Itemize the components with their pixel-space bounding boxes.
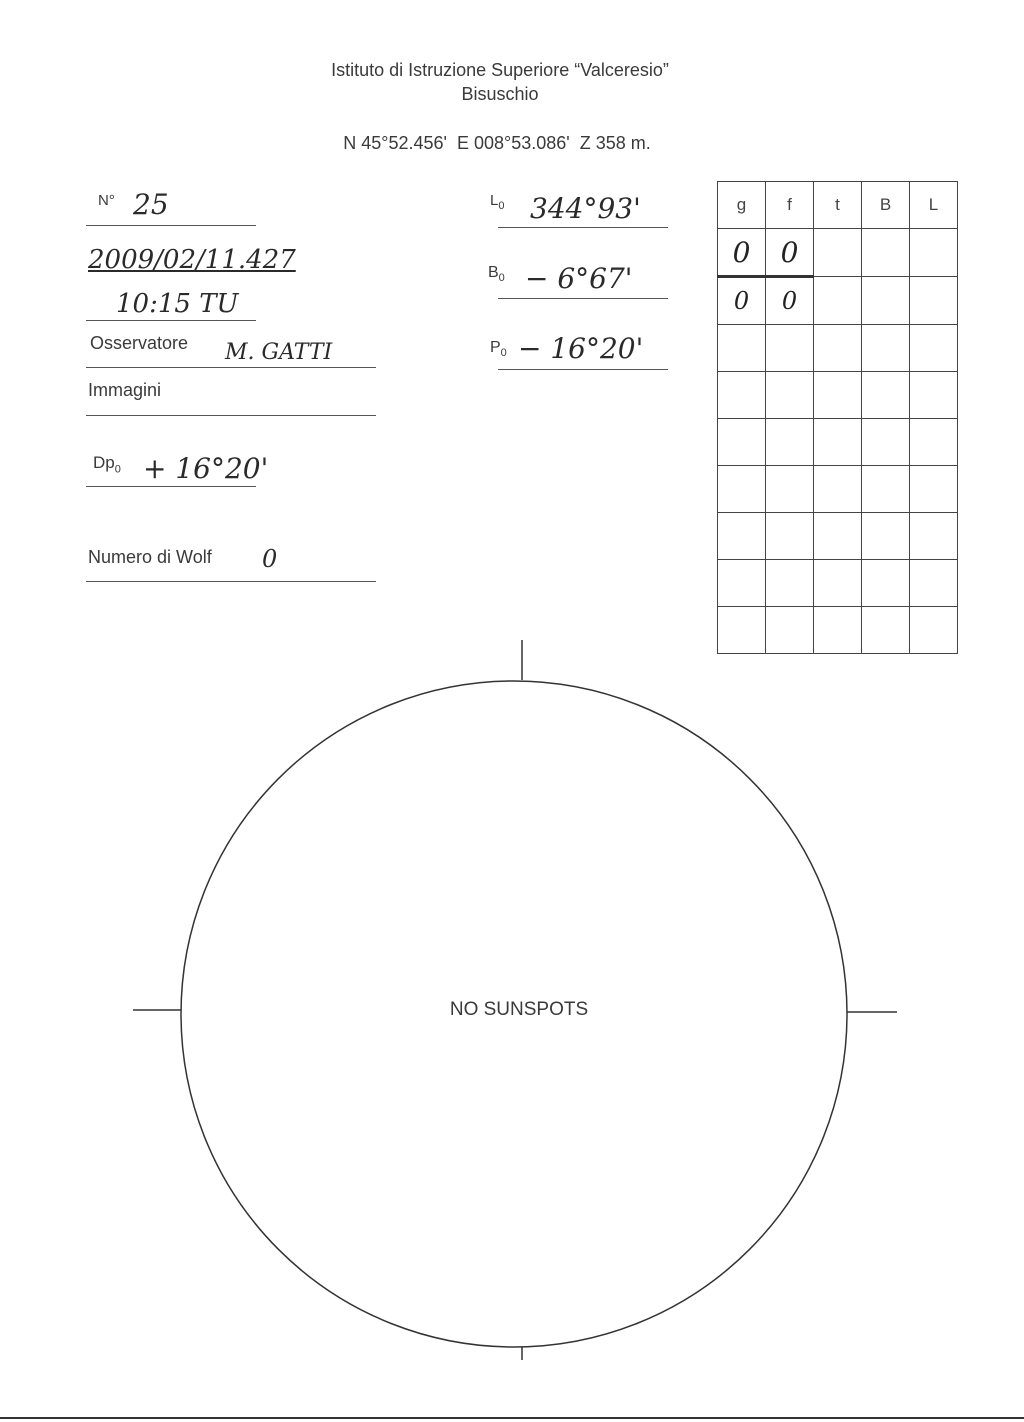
- p0-rule: [498, 369, 668, 370]
- b0-label-sub: 0: [498, 272, 505, 285]
- table-cell: [862, 277, 910, 325]
- header-f: f: [766, 182, 814, 229]
- table-cell: [814, 229, 862, 277]
- table-cell: 0: [718, 229, 766, 277]
- p0-value: − 16°20': [518, 332, 644, 365]
- number-rule: [86, 225, 256, 226]
- table-cell: [910, 229, 958, 277]
- dp-rule: [86, 486, 256, 487]
- observatory-coordinates: N 45°52.456' E 008°53.086' Z 358 m.: [343, 133, 651, 153]
- table-cell: 0: [718, 277, 766, 325]
- header-t: t: [814, 182, 862, 229]
- observer-rule: [86, 367, 376, 368]
- date-value: 2009/02/11.427: [88, 245, 296, 275]
- number-label: N°: [98, 192, 115, 209]
- sunspot-count-table: [717, 181, 958, 654]
- table-cell: [862, 229, 910, 277]
- l0-value: 344°93': [530, 192, 641, 225]
- table-row: [718, 419, 958, 466]
- dp-label: [93, 453, 121, 475]
- table-row: [718, 466, 958, 513]
- header-L: L: [910, 182, 958, 229]
- dp-label-sub: 0: [114, 463, 121, 476]
- table-row: [718, 277, 958, 325]
- wolf-rule: [86, 581, 376, 582]
- observer-label: Osservatore: [90, 333, 189, 353]
- wolf-value: 0: [262, 545, 278, 573]
- table-row: [718, 229, 958, 277]
- wolf-label: Numero di Wolf: [88, 547, 212, 567]
- dp-value: + 16°20': [143, 452, 269, 485]
- b0-label-text: B: [488, 264, 499, 281]
- b0-value: − 6°67': [525, 262, 633, 295]
- no-sunspots-label: NO SUNSPOTS: [449, 999, 589, 1020]
- table-header-row: [718, 182, 958, 229]
- p0-label-sub: 0: [500, 347, 507, 360]
- institute-town: Bisuschio: [461, 84, 539, 104]
- table-cell: 0: [766, 277, 814, 325]
- table-row: [718, 372, 958, 419]
- time-rule: [86, 320, 256, 321]
- table-row: [718, 607, 958, 654]
- time-value: 10:15 TU: [116, 289, 239, 319]
- institute-title: Istituto di Istruzione Superiore “Valceresio”: [331, 60, 669, 80]
- l0-label-sub: 0: [498, 200, 505, 212]
- table-cell: [910, 277, 958, 325]
- header-B: B: [862, 182, 910, 229]
- table-row: [718, 560, 958, 607]
- l0-rule: [498, 227, 668, 228]
- table-cell: 0: [766, 229, 814, 277]
- dp-label-text: Dp: [93, 453, 115, 472]
- l0-label-text: L: [490, 192, 499, 209]
- observer-value: M. GATTI: [225, 340, 333, 365]
- table-row: [718, 513, 958, 560]
- l0-label: [490, 192, 504, 212]
- images-rule: [86, 415, 376, 416]
- b0-rule: [498, 298, 668, 299]
- p0-label-text: P: [490, 339, 501, 356]
- header-g: g: [718, 182, 766, 229]
- b0-label: [488, 264, 505, 284]
- number-value: 25: [133, 188, 169, 221]
- table-cell: [814, 277, 862, 325]
- table-row: [718, 325, 958, 372]
- images-label: Immagini: [88, 380, 162, 400]
- p0-label: [490, 339, 507, 359]
